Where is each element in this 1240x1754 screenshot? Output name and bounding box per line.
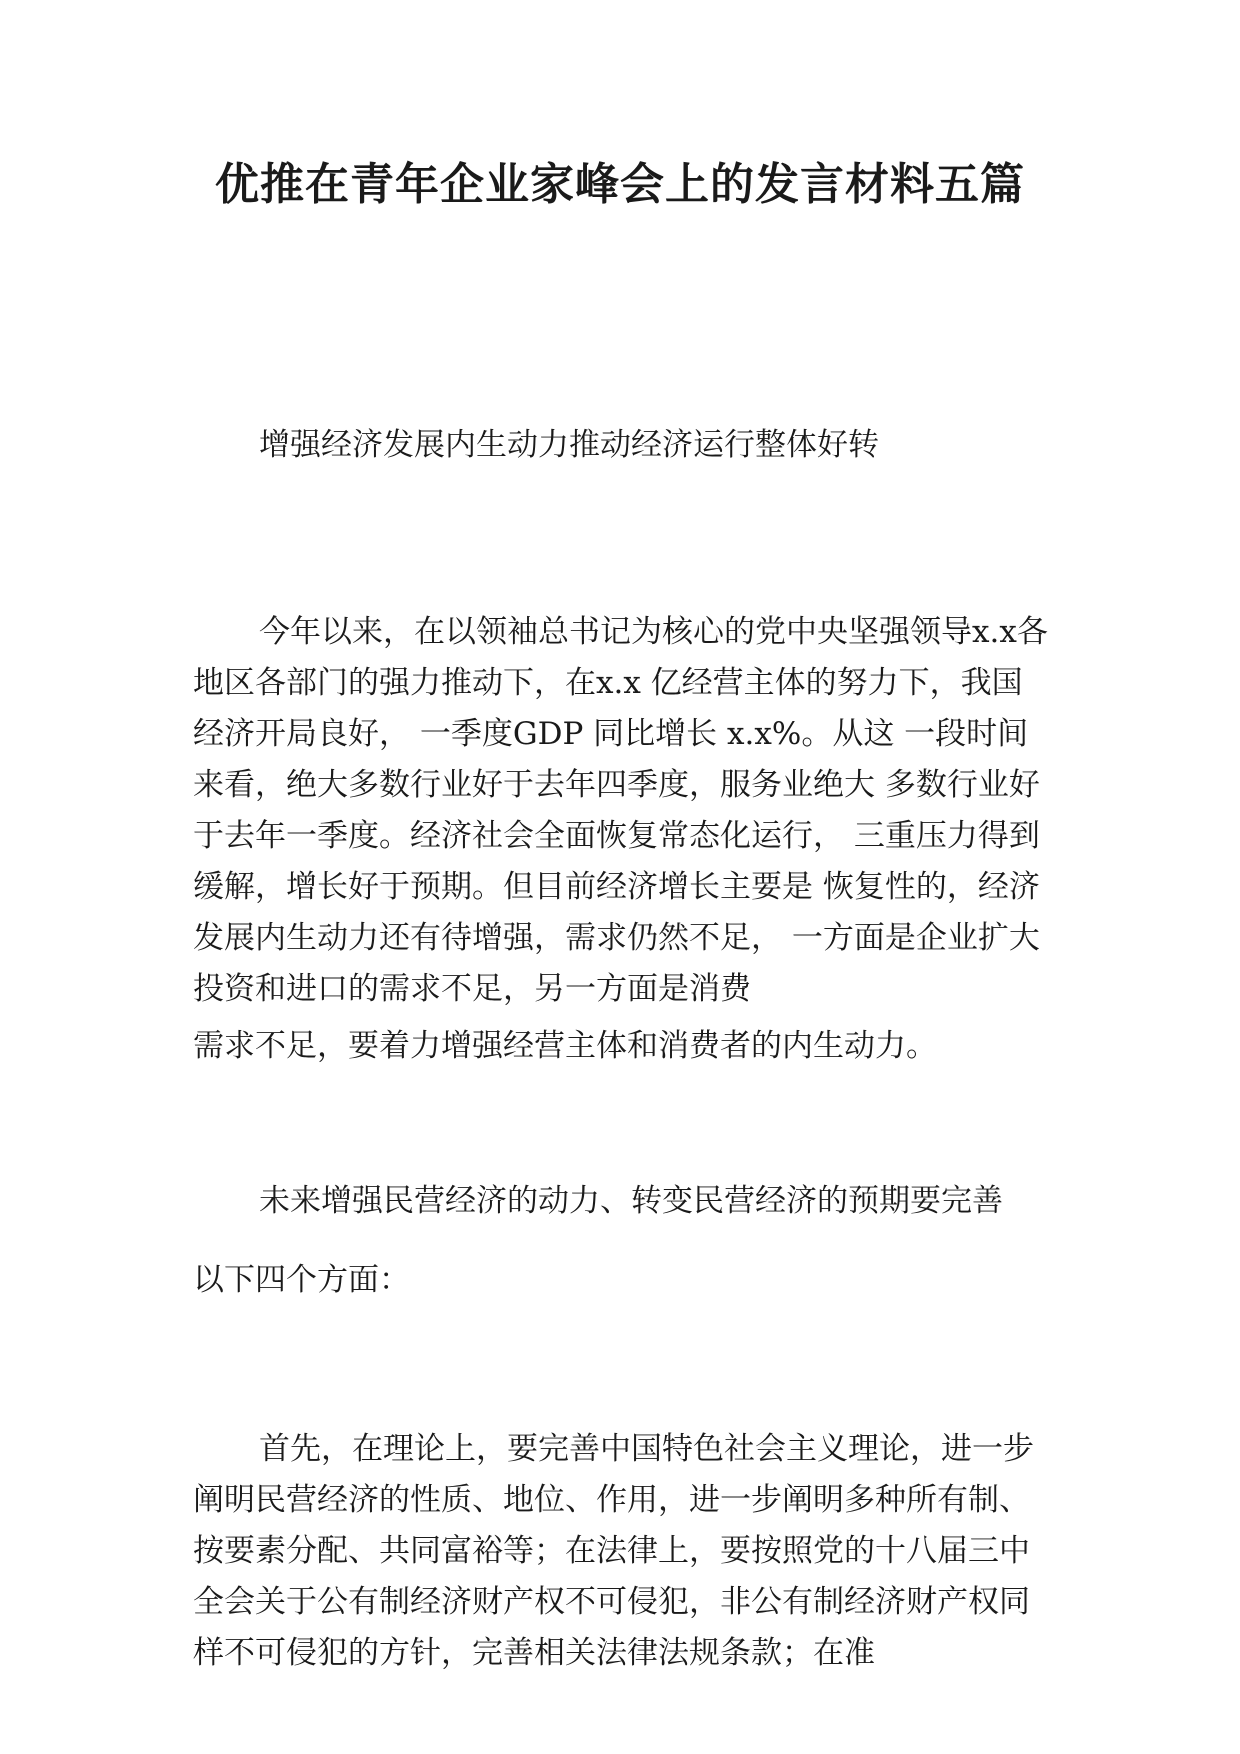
section-subtitle: 增强经济发展内生动力推动经济运行整体好转 bbox=[259, 427, 879, 463]
paragraph-future-outlook-continuation: 以下四个方面： bbox=[193, 1262, 410, 1298]
paragraph-intro-continuation: 需求不足，要着力增强经营主体和消费者的内生动力。 bbox=[193, 1028, 937, 1064]
document-body bbox=[193, 420, 1053, 1679]
paragraph-future-outlook: 未来增强民营经济的动力、转变民营经济的预期要完善 bbox=[259, 1183, 1003, 1219]
paragraph-first-point: 首先，在理论上，要完善中国特色社会主义理论，进一步阐明民营经济的性质、地位、作用，进一步阐明多种所有制、按要素分配、共同富裕等；在法律上，要按照党的十八届三中全会关于公有制经济财产权不可侵犯，非公有制经济财产权同样不可侵犯的方针，完善相关法律法规条款；在准 bbox=[193, 1431, 1034, 1671]
paragraph-intro: 今年以来，在以领袖总书记为核心的党中央坚强领导x.x各地区各部门的强力推动下，在x.x 亿经营主体的努力下，我国经济开局良好， 一季度GDP 同比增长 x.x%。从这 一段时间来看，绝大多数行业好于去年四季度，服务业绝大 多数行业好于去年一季度。经济社会全面恢复常态化运行， 三重压力得到缓解，增长好于预期。但目前经济增长主要是 恢复性的，经济发展内生动力还有待增强，需求仍然不足， 一方面是企业扩大投资和进口的需求不足，另一方面是消费 bbox=[193, 614, 1048, 1007]
document-title: 优推在青年企业家峰会上的发言材料五篇 bbox=[215, 159, 1025, 210]
